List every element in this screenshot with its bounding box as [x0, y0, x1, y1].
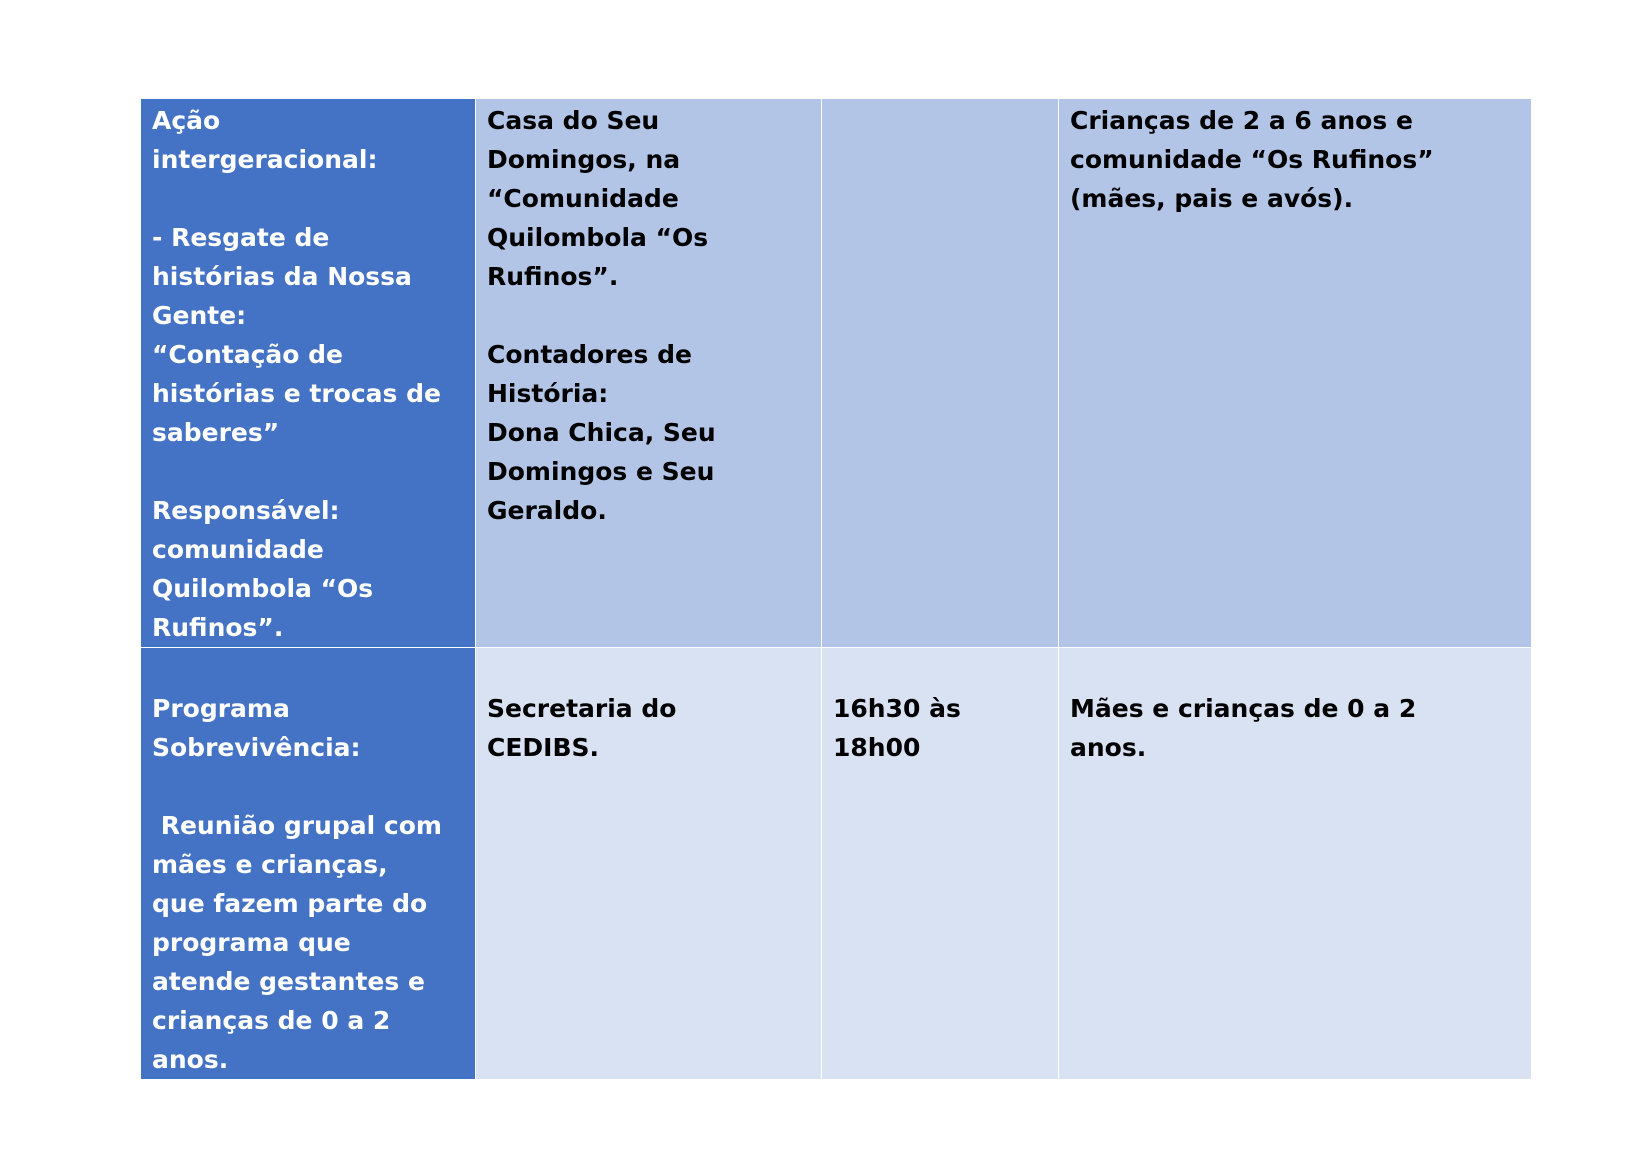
activity-cell [141, 99, 476, 648]
blank-line [152, 650, 464, 689]
audience-cell [1059, 648, 1532, 1080]
cell-text-line: Crianças de 2 a 6 anos e [1070, 106, 1413, 135]
blank-line [487, 296, 810, 335]
cell-text-line: Domingos e Seu [487, 457, 715, 486]
location-cell [476, 99, 822, 648]
cell-text-line: 16h30 às [833, 694, 961, 723]
cell-text-line: Dona Chica, Seu [487, 418, 716, 447]
location-cell [476, 648, 822, 1080]
cell-text-line: comunidade “Os Rufinos” [1070, 145, 1434, 174]
cell-text-line: histórias e trocas de [152, 379, 441, 408]
cell-text-line: Rufinos”. [487, 262, 619, 291]
cell-text-line: crianças de 0 a 2 [152, 1006, 391, 1035]
cell-text-line: Reunião grupal com [152, 811, 442, 840]
activity-cell [141, 648, 476, 1080]
cell-text-line: que fazem parte do [152, 889, 428, 918]
cell-text-line: CEDIBS. [487, 733, 600, 762]
cell-text-line: Rufinos”. [152, 613, 284, 642]
cell-text-line: Mães e crianças de 0 a 2 [1070, 694, 1417, 723]
time-cell [822, 99, 1059, 648]
cell-text-line: Contadores de [487, 340, 692, 369]
cell-text-line: Geraldo. [487, 496, 607, 525]
cell-text-line: Quilombola “Os [152, 574, 374, 603]
blank-line [152, 179, 464, 218]
cell-text-line: Ação [152, 106, 221, 135]
cell-text-line: (mães, pais e avós). [1070, 184, 1354, 213]
cell-text-line: mães e crianças, [152, 850, 388, 879]
cell-text-line: anos. [152, 1045, 229, 1074]
cell-text-line: saberes” [152, 418, 280, 447]
blank-line [833, 650, 1047, 689]
cell-text-line: “Contação de [152, 340, 343, 369]
cell-text-line: História: [487, 379, 609, 408]
schedule-table [140, 98, 1532, 1080]
blank-line [487, 650, 810, 689]
blank-line [152, 452, 464, 491]
cell-text-line: Domingos, na [487, 145, 681, 174]
cell-text-line: intergeracional: [152, 145, 378, 174]
cell-text-line: Programa [152, 694, 290, 723]
cell-text-line: - Resgate de [152, 223, 330, 252]
blank-line [152, 767, 464, 806]
cell-text-line: programa que [152, 928, 351, 957]
cell-text-line: histórias da Nossa [152, 262, 412, 291]
cell-text-line: Responsável: [152, 496, 340, 525]
cell-text-line: atende gestantes e [152, 967, 425, 996]
cell-text-line: anos. [1070, 733, 1147, 762]
cell-text-line: “Comunidade [487, 184, 679, 213]
cell-text-line: Sobrevivência: [152, 733, 361, 762]
blank-line [1070, 650, 1520, 689]
time-cell [822, 648, 1059, 1080]
cell-text-line: 18h00 [833, 733, 921, 762]
cell-text-line: Casa do Seu [487, 106, 660, 135]
table-row [141, 99, 1532, 648]
table-row [141, 648, 1532, 1080]
audience-cell [1059, 99, 1532, 648]
cell-text-line: comunidade [152, 535, 324, 564]
cell-text-line: Secretaria do [487, 694, 677, 723]
cell-text-line: Quilombola “Os [487, 223, 709, 252]
cell-text-line: Gente: [152, 301, 247, 330]
